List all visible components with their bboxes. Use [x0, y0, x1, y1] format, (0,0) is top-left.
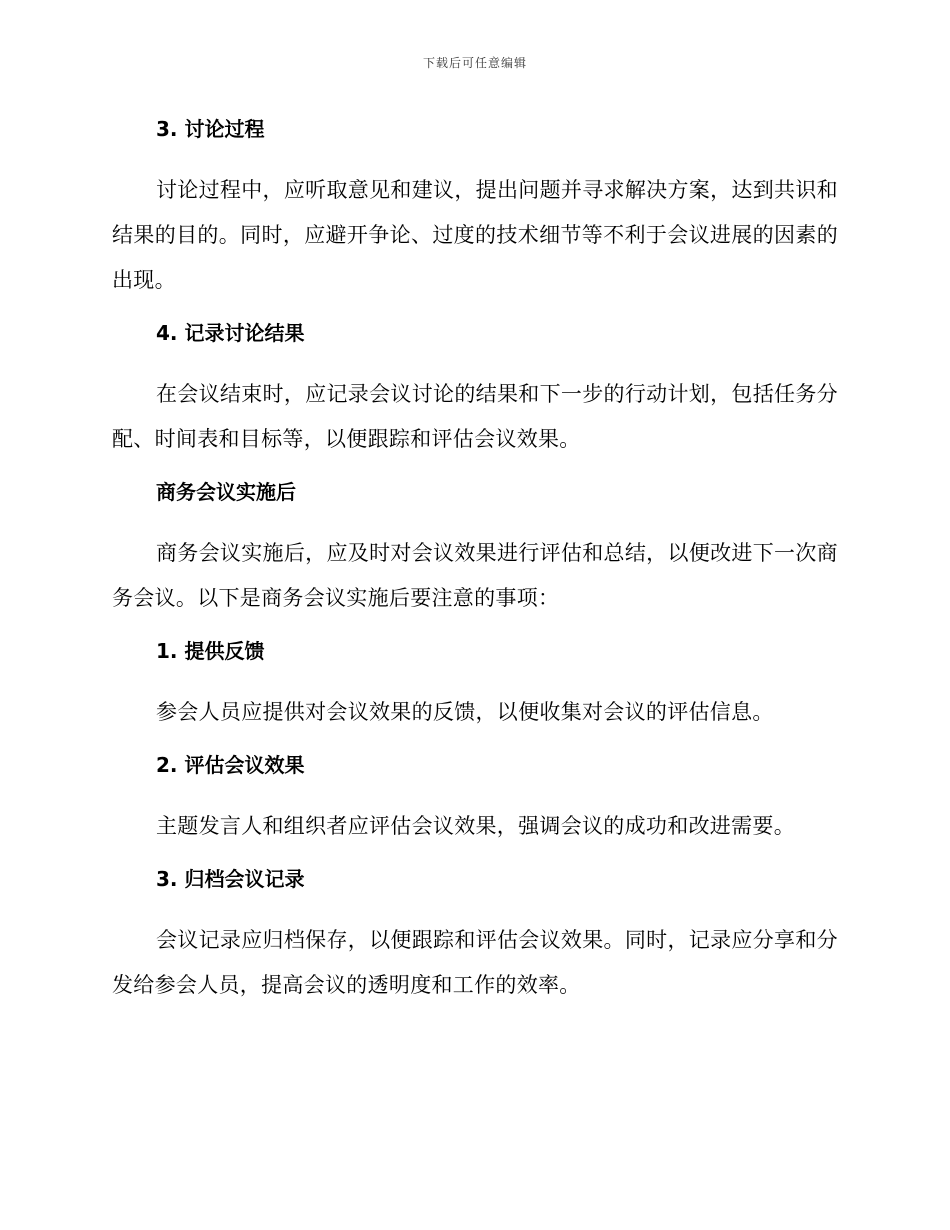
header-note: 下载后可任意编辑	[422, 56, 527, 70]
section-heading-archive-records: 3. 归档会议记录	[156, 867, 305, 891]
paragraph-record-results: 在会议结束时，应记录会议讨论的结果和下一步的行动计划，包括任务分配、时间表和目标等，以便跟踪和评估会议效果。	[112, 382, 838, 451]
paragraph-after-meeting: 商务会议实施后，应及时对会议效果进行评估和总结，以便改进下一次商务会议。以下是商务会议实施后要注意的事项：	[112, 541, 838, 610]
paragraph-evaluate-effect: 主题发言人和组织者应评估会议效果，强调会议的成功和改进需要。	[156, 814, 795, 838]
section-heading-after-meeting: 商务会议实施后	[156, 480, 296, 504]
section-heading-record-results: 4. 记录讨论结果	[156, 321, 305, 345]
document-body	[112, 112, 838, 1021]
paragraph-discussion-process: 讨论过程中，应听取意见和建议，提出问题并寻求解决方案，达到共识和结果的目的。同时，应避开争论、过度的技术细节等不利于会议进展的因素的出现。	[112, 178, 838, 292]
section-heading-discussion-process: 3. 讨论过程	[156, 117, 265, 141]
section-heading-evaluate-effect: 2. 评估会议效果	[156, 753, 305, 777]
section-heading-provide-feedback: 1. 提供反馈	[156, 639, 265, 663]
paragraph-provide-feedback: 参会人员应提供对会议效果的反馈，以便收集对会议的评估信息。	[156, 700, 774, 724]
paragraph-archive-records: 会议记录应归档保存，以便跟踪和评估会议效果。同时，记录应分享和分发给参会人员，提高会议的透明度和工作的效率。	[112, 928, 838, 997]
